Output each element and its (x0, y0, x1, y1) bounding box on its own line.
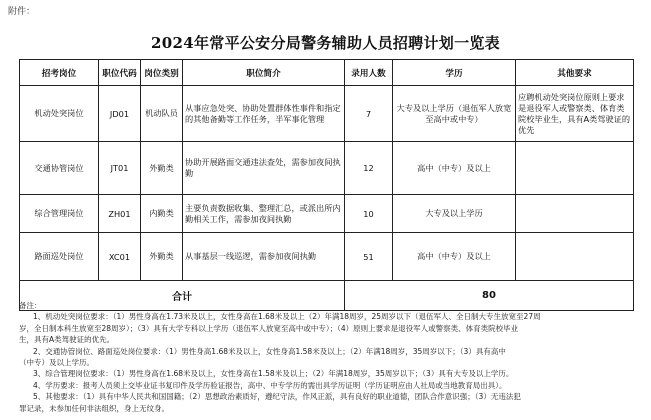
cell-count: 12 (345, 142, 393, 195)
cell-code: JD01 (99, 86, 141, 142)
cell-other (516, 142, 634, 195)
note-line: 4、学历要求：报考人员须上交毕业证书复印件及学历验证报告，高中、中专学历的需出具学历证明（学历证明应由人社局或当地教育局出具）。 (33, 380, 507, 390)
cell-category: 机动队员 (141, 86, 183, 142)
note-line: 罪记录，未参加任何非法组织，身上无纹身。 (19, 403, 169, 413)
cell-category: 外勤类 (141, 142, 183, 195)
notes-section (19, 300, 633, 414)
note-line: 3、综合管理岗位要求：（1）男性身高在1.68米及以上，女性身高在1.58米及以上；（2）年满18周岁，35周岁以下；（3）具有大专及以上学历。 (33, 369, 514, 379)
cell-other (516, 233, 634, 281)
header-other: 其他要求 (516, 60, 634, 86)
header-education: 学历 (393, 60, 516, 86)
note-line: 1、机动处突岗位要求：（1）男性身高在1.73米及以上，女性身高在1.68米及以上（2）年满18周岁，25周岁以下（退伍军人、全日制大专生放宽至27周 (33, 312, 541, 322)
header-category: 岗位类别 (141, 60, 183, 86)
cell-education: 高中（中专）及以上 (393, 142, 516, 195)
note-line: 生，具有A类驾驶证的优先。 (19, 335, 115, 345)
table-header-row (20, 60, 634, 86)
attachment-label: 附件： (8, 7, 36, 17)
notes-heading: 备注： (19, 301, 42, 310)
cell-count: 10 (345, 195, 393, 233)
cell-count: 51 (345, 233, 393, 281)
header-position: 招考岗位 (20, 60, 99, 86)
cell-code: XC01 (99, 233, 141, 281)
table-row (20, 233, 634, 281)
cell-education: 大专及以上学历 (393, 195, 516, 233)
table-row (20, 86, 634, 142)
cell-code: ZH01 (99, 195, 141, 233)
cell-education: 大专及以上学历（退伍军人放宽至高中或中专） (393, 86, 516, 142)
cell-description: 主要负责数据收集、整理汇总，或派出所内勤相关工作，需参加夜间执勤 (183, 195, 345, 233)
header-count: 录用人数 (345, 60, 393, 86)
cell-description: 从事应急处突、协助处置群体性事件和指定的其他备勤等工作任务，半军事化管理 (183, 86, 345, 142)
cell-other: 应聘机动处突岗位原则上要求是退役军人或警察类、体育类院校毕业生，具有A类驾驶证的优先 (516, 86, 634, 142)
cell-count: 7 (345, 86, 393, 142)
cell-education: 高中（中专）及以上 (393, 233, 516, 281)
cell-position: 交通协管岗位 (20, 142, 99, 195)
table-row (20, 195, 634, 233)
cell-category: 内勤类 (141, 195, 183, 233)
note-line: （中专）及以上学历。 (19, 358, 94, 368)
header-code: 职位代码 (99, 60, 141, 86)
cell-category: 外勤类 (141, 233, 183, 281)
total-value: 80 (345, 281, 634, 311)
cell-code: JT01 (99, 142, 141, 195)
header-description: 职位简介 (183, 60, 345, 86)
page-title: 2024年常平公安分局警务辅助人员招聘计划一览表 (151, 34, 500, 52)
table-row (20, 142, 634, 195)
cell-position: 路面巡处岗位 (20, 233, 99, 281)
cell-position: 综合管理岗位 (20, 195, 99, 233)
note-line: 岁，全日制本科生放宽至28周岁）；（3）具有大学专科以上学历（退伍军人放宽至高中或中专）；（4）原则上要求是退役军人或警察类、体育类院校毕业 (19, 323, 519, 333)
cell-description: 协助开展路面交通违法查处，需参加夜间执勤 (183, 142, 345, 195)
total-label: 合计 (20, 281, 345, 311)
note-line: 2、交通协管岗位、路面巡处岗位要求：（1）男性身高1.68米及以上，女性身高1.58米及以上；（2）年满18周岁，35周岁以下；（3）具有高中 (33, 346, 506, 356)
cell-position: 机动处突岗位 (20, 86, 99, 142)
cell-description: 从事基层一线巡逻，需参加夜间执勤 (183, 233, 345, 281)
cell-other (516, 195, 634, 233)
note-line: 5、其他要求：（1）具有中华人民共和国国籍；（2）思想政治素质好，遵纪守法，作风正派，具有良好的职业道德，团队合作意识强；（3）无违法犯 (33, 392, 521, 402)
recruitment-plan-table (19, 59, 634, 311)
